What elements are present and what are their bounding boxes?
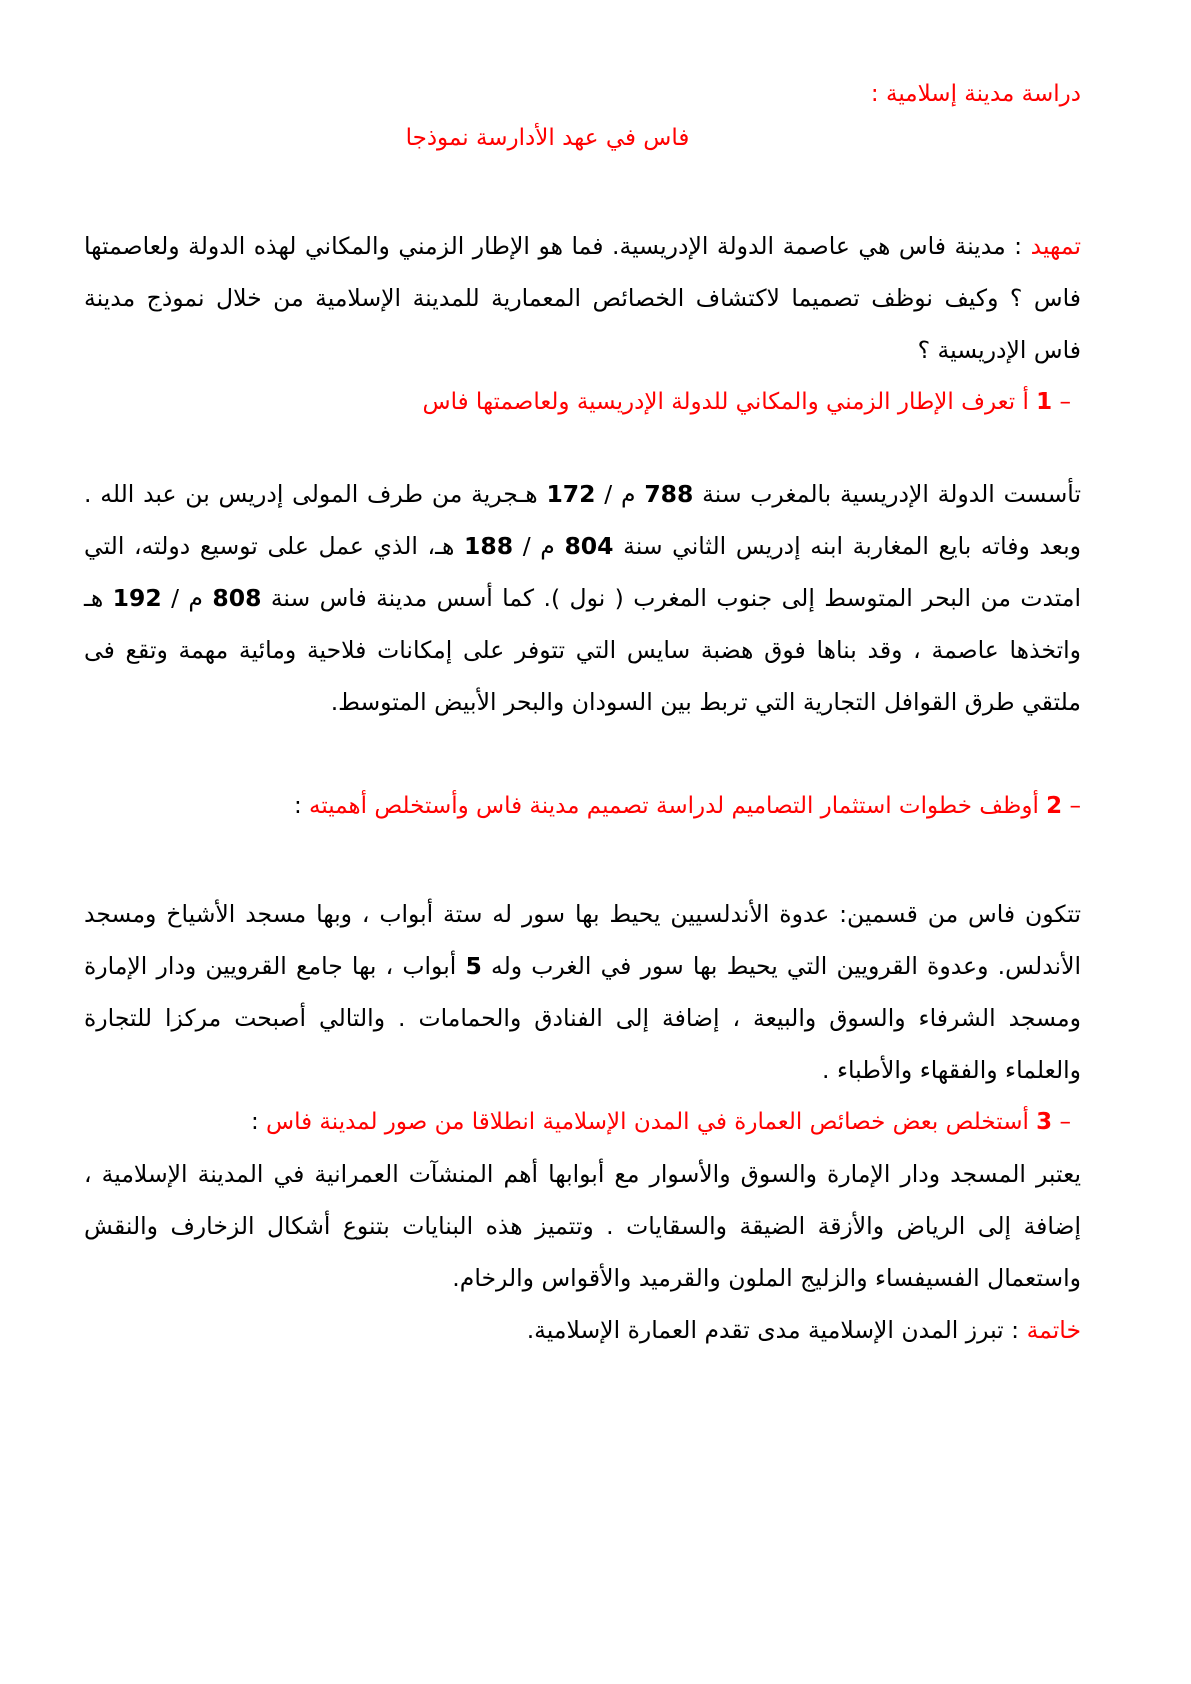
section-2-colon: : <box>293 793 310 819</box>
intro-paragraph <box>84 220 1081 376</box>
conclusion-label: خاتمة <box>1026 1316 1081 1344</box>
spacer <box>84 160 1081 220</box>
text-run: أبواب ، بها جامع القرويين ودار الإمارة ومسجد الشرفاء والسوق والبيعة ، إضافة إلى الفنادق والحمامات . والتالي أصبحت مركزا للتجارة والعلماء والفقهاء والأطباء . <box>84 952 1081 1084</box>
document-subtitle: فاس في عهد الأدارسة نموذجا <box>405 125 690 151</box>
conclusion-paragraph <box>84 1304 1081 1356</box>
text-run: هـ واتخذها عاصمة ، وقد بناها فوق هضبة سايس التي تتوفر على إمكانات فلاحية ومائية مهمة وتقع فى ملتقي طرق القوافل التجارية التي تربط بين السودان والبحر الأبيض المتوسط. <box>84 584 1081 716</box>
section-1-paragraph <box>84 468 1081 728</box>
text-run: تأسست الدولة الإدريسية بالمغرب سنة <box>693 480 1081 508</box>
text-run: هـ، الذي عمل على توسيع دولته، التي امتدت من البحر المتوسط إلى جنوب المغرب ( نول ). كما أسس مدينة فاس سنة <box>84 532 1081 612</box>
text-run: م / <box>513 532 565 560</box>
text-run: م / <box>595 480 645 508</box>
section-2-heading <box>84 780 1081 832</box>
intro-label: تمهيد <box>1030 232 1081 260</box>
document-title: دراسة مدينة إسلامية : <box>870 81 1081 107</box>
document-page <box>84 72 1081 1356</box>
section-2-paragraph <box>84 888 1081 1096</box>
section-1-dash: – <box>1052 389 1071 415</box>
gate-count: 5 <box>465 952 482 980</box>
intro-text: : مدينة فاس هي عاصمة الدولة الإدريسية. فما هو الإطار الزمني والمكاني لهذه الدولة ولعاصمتها فاس ؟ وكيف نوظف تصميما لاكتشاف الخصائص المعمارية للمدينة الإسلامية من خلال نموذج مدينة فاس الإدريسية ؟ <box>84 232 1081 364</box>
text-run: م / <box>161 584 213 612</box>
year-number: 192 <box>112 584 162 612</box>
year-number: 172 <box>546 480 596 508</box>
section-3-number: 3 <box>1036 1109 1053 1135</box>
section-3-title: أستخلص بعض خصائص العمارة في المدن الإسلامية انطلاقا من صور لمدينة فاس <box>266 1109 1037 1135</box>
section-2-title: أوظف خطوات استثمار التصاميم لدراسة تصميم مدينة فاس وأستخلص أهميته <box>309 793 1047 819</box>
section-1-heading <box>84 376 1071 428</box>
section-3-paragraph: يعتبر المسجد ودار الإمارة والسوق والأسوار مع أبوابها أهم المنشآت العمرانية في المدينة الإسلامية ، إضافة إلى الرياض والأزقة الضيقة والسقايات . وتتميز هذه البنايات بتنوع أشكال الزخارف والنقش واستعمال الفسيفساء والزليج الملون والقرميد والأقواس والرخام. <box>84 1160 1081 1292</box>
spacer <box>84 832 1081 888</box>
spacer <box>84 428 1081 468</box>
section-3-heading <box>84 1096 1071 1148</box>
year-number: 788 <box>644 480 694 508</box>
year-number: 188 <box>464 532 514 560</box>
year-number: 808 <box>212 584 262 612</box>
conclusion-text: : تبرز المدن الإسلامية مدى تقدم العمارة الإسلامية. <box>526 1316 1027 1344</box>
section-1-number: 1 <box>1036 389 1053 415</box>
section-3-colon: : <box>250 1109 267 1135</box>
section-2-dash: – <box>1062 793 1081 819</box>
section-1-title: أ تعرف الإطار الزمني والمكاني للدولة الإدريسية ولعاصمتها فاس <box>422 389 1037 415</box>
spacer <box>84 728 1081 780</box>
section-3-dash: – <box>1052 1109 1071 1135</box>
text-run: تتكون فاس من قسمين: عدوة الأندلسيين يحيط بها سور له ستة أبواب ، وبها مسجد الأشياخ ومسجد الأندلس. وعدوة القرويين التي يحيط بها سور في الغرب وله <box>84 900 1081 980</box>
section-2-number: 2 <box>1046 793 1063 819</box>
year-number: 804 <box>564 532 614 560</box>
text-run: هـجرية من طرف المولى إدريس بن عبد الله . وبعد وفاته بايع المغاربة ابنه إدريس الثاني سنة <box>84 480 1081 560</box>
